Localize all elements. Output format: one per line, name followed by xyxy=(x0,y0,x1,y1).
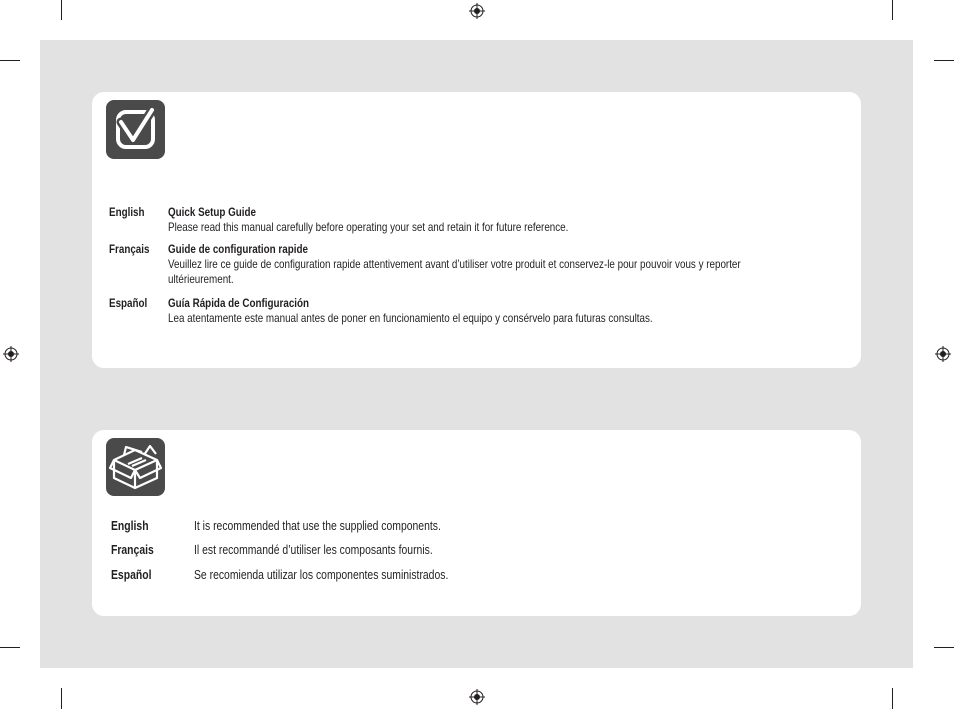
guide-title: Quick Setup Guide xyxy=(168,205,257,219)
box-icon xyxy=(106,438,165,496)
registration-mark-icon xyxy=(3,346,19,362)
crop-mark xyxy=(934,60,954,61)
registration-mark-icon xyxy=(469,689,485,705)
crop-mark xyxy=(892,0,893,20)
components-card xyxy=(92,430,861,616)
language-label: Français xyxy=(109,242,150,256)
components-note: Se recomienda utilizar los componentes suministrados. xyxy=(194,567,449,582)
crop-mark xyxy=(61,688,62,709)
language-label: Français xyxy=(111,542,154,557)
language-label: English xyxy=(111,518,149,533)
crop-mark xyxy=(934,647,954,648)
guide-description: Lea atentamente este manual antes de poner en funcionamiento el equipo y consérvelo para futuras consultas. xyxy=(168,311,653,325)
setup-guide-card xyxy=(92,92,861,368)
crop-mark xyxy=(0,647,20,648)
language-label: English xyxy=(109,205,145,219)
crop-mark xyxy=(61,0,62,20)
components-note: It is recommended that use the supplied components. xyxy=(194,518,441,533)
guide-title: Guide de configuration rapide xyxy=(168,242,308,256)
guide-title: Guía Rápida de Configuración xyxy=(168,296,310,310)
guide-description: Please read this manual carefully before operating your set and retain it for future reference. xyxy=(168,220,569,234)
crop-mark xyxy=(892,688,893,709)
registration-mark-icon xyxy=(935,346,951,362)
components-note: Il est recommandé d’utiliser les composants fournis. xyxy=(194,542,433,557)
checkmark-icon xyxy=(106,100,165,159)
crop-mark xyxy=(0,60,20,61)
registration-mark-icon xyxy=(469,3,485,19)
language-label: Español xyxy=(109,296,148,310)
guide-description: Veuillez lire ce guide de configuration rapide attentivement avant d’utiliser votre produit et conservez-le pour pouvoir vous y reporter ultérieurement. xyxy=(168,257,741,286)
language-label: Español xyxy=(111,567,152,582)
